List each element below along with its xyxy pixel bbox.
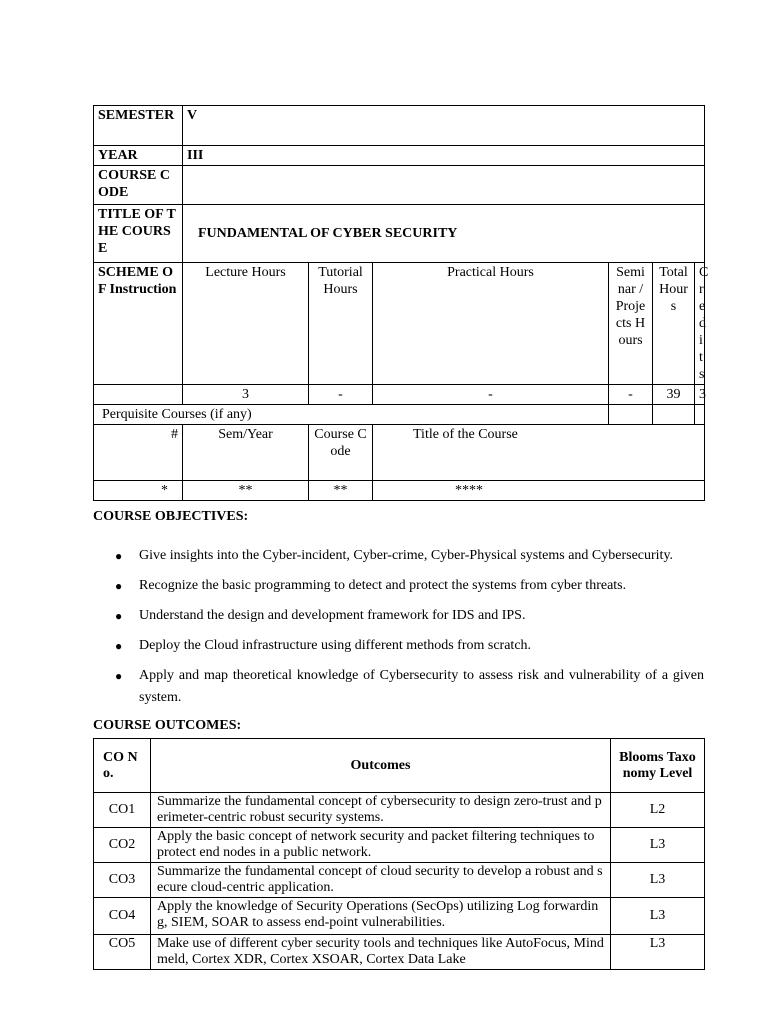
semester-value: V [183, 106, 705, 146]
outcomes-header: Outcomes [151, 739, 611, 793]
prereq-course-code-value: ** [309, 481, 373, 501]
title-row [94, 205, 705, 263]
bullet-icon: ● [115, 609, 123, 623]
scheme-values-row [94, 385, 705, 405]
prereq-number-value: * [94, 481, 183, 501]
semester-row [94, 106, 705, 146]
outcome-text: Make use of different cyber security tools and techniques like AutoFocus, Mindmeld, Cortex XDR, Cortex XSOAR, Cortex Data Lake [151, 935, 611, 970]
objective-item: ● Give insights into the Cyber-incident, Cyber-crime, Cyber-Physical systems and Cybersecurity. [93, 545, 704, 567]
lecture-hours-value: 3 [183, 385, 309, 405]
credits-value: 3 [695, 385, 705, 405]
practical-hours-header: Practical Hours [373, 263, 609, 385]
co-number: CO5 [94, 935, 151, 970]
prerequisite-blank-2 [653, 405, 695, 425]
bullet-icon: ● [115, 669, 123, 683]
bullet-icon: ● [115, 639, 123, 653]
prereq-sem-year-value: ** [183, 481, 309, 501]
total-hours-value: 39 [653, 385, 695, 405]
bullet-icon: ● [115, 579, 123, 593]
course-code-row [94, 166, 705, 205]
document-page [93, 105, 709, 970]
prereq-sem-year-header: Sem/Year [183, 425, 309, 481]
co-number-header: CO No. [94, 739, 151, 793]
course-code-value [183, 166, 705, 205]
blooms-level: L3 [611, 863, 705, 898]
scheme-blank-cell [94, 385, 183, 405]
prereq-number-header: # [94, 425, 183, 481]
course-info-table [93, 105, 709, 501]
blooms-level: L3 [611, 828, 705, 863]
seminar-hours-header: Seminar / Projects Hours [609, 263, 653, 385]
course-outcomes-heading: COURSE OUTCOMES: [93, 718, 242, 733]
bullet-icon: ● [115, 549, 123, 563]
objective-item: ● Understand the design and development framework for IDS and IPS. [93, 605, 704, 627]
prerequisite-blank-3 [695, 405, 705, 425]
outcome-row [94, 828, 705, 863]
prerequisite-row [94, 405, 705, 425]
year-row [94, 146, 705, 166]
outcomes-header-row [94, 739, 705, 793]
prerequisite-blank-1 [609, 405, 653, 425]
total-hours-header: Total Hours [653, 263, 695, 385]
year-label: YEAR [94, 146, 183, 166]
blooms-level: L3 [611, 898, 705, 935]
seminar-hours-value: - [609, 385, 653, 405]
prereq-header-row [94, 425, 705, 481]
co-number: CO3 [94, 863, 151, 898]
lecture-hours-header: Lecture Hours [183, 263, 309, 385]
course-objectives-heading: COURSE OBJECTIVES: [93, 509, 249, 524]
objective-item: ● Recognize the basic programming to detect and protect the systems from cyber threats. [93, 575, 704, 597]
course-title-value: FUNDAMENTAL OF CYBER SECURITY [183, 205, 705, 263]
outcome-text: Apply the knowledge of Security Operations (SecOps) utilizing Log forwarding, SIEM, SOAR to assess end-point vulnerabilities. [151, 898, 611, 935]
blooms-level-header: Blooms Taxonomy Level [611, 739, 705, 793]
credits-header: Credits [695, 263, 705, 385]
outcome-text: Summarize the fundamental concept of cloud security to develop a robust and secure cloud-centric application. [151, 863, 611, 898]
outcome-text: Summarize the fundamental concept of cybersecurity to design zero-trust and perimeter-centric robust security systems. [151, 793, 611, 828]
outcome-row [94, 935, 705, 970]
outcome-row [94, 863, 705, 898]
outcome-row [94, 898, 705, 935]
tutorial-hours-value: - [309, 385, 373, 405]
outcome-row [94, 793, 705, 828]
co-number: CO1 [94, 793, 151, 828]
objectives-list [93, 545, 704, 709]
blooms-level: L2 [611, 793, 705, 828]
scheme-label: SCHEME OF Instruction [94, 263, 183, 385]
course-title-label: TITLE OF THE COURSE [94, 205, 183, 263]
course-code-label: COURSE CODE [94, 166, 183, 205]
objective-item: ● Apply and map theoretical knowledge of Cybersecurity to assess risk and vulnerability of a given system. [93, 665, 704, 709]
tutorial-hours-header: Tutorial Hours [309, 263, 373, 385]
co-number: CO4 [94, 898, 151, 935]
blooms-level: L3 [611, 935, 705, 970]
prerequisite-label: Perquisite Courses (if any) [94, 405, 609, 425]
prereq-title-header: Title of the Course [373, 425, 705, 481]
objective-item: ● Deploy the Cloud infrastructure using different methods from scratch. [93, 635, 704, 657]
outcome-text: Apply the basic concept of network security and packet filtering techniques to protect end nodes in a public network. [151, 828, 611, 863]
prereq-course-code-header: Course Code [309, 425, 373, 481]
year-value: III [183, 146, 705, 166]
semester-label: SEMESTER [94, 106, 183, 146]
scheme-header-row [94, 263, 705, 385]
prereq-title-value: **** [373, 481, 705, 501]
co-number: CO2 [94, 828, 151, 863]
course-outcomes-table [93, 738, 705, 970]
practical-hours-value: - [373, 385, 609, 405]
prereq-values-row [94, 481, 705, 501]
